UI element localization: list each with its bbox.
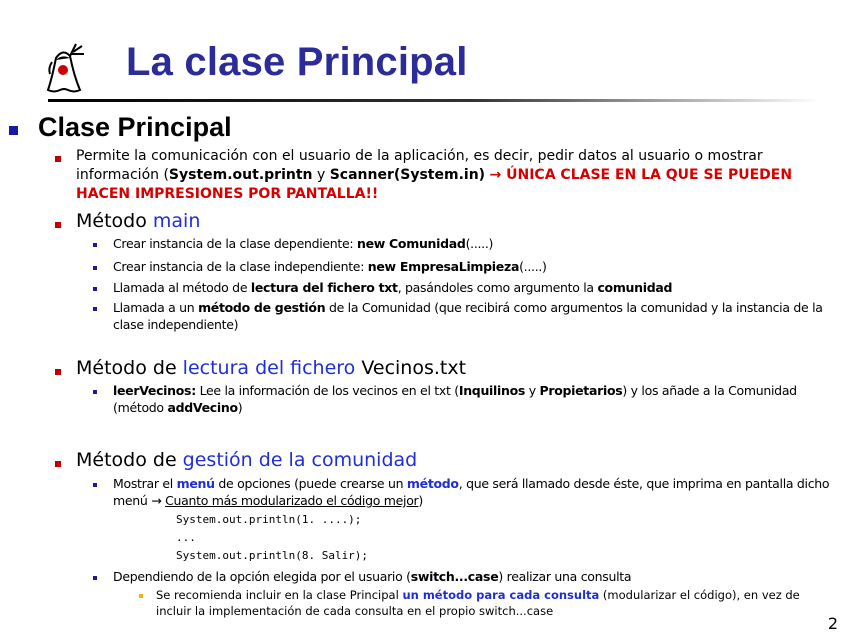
duke-mascot-icon xyxy=(40,38,88,94)
method-read-heading: Método de lectura del fichero Vecinos.txt xyxy=(76,357,467,379)
section-heading: Clase Principal xyxy=(38,112,232,142)
page-title: La clase Principal xyxy=(126,40,468,84)
list-item: Llamada al método de lectura del fichero txt, pasándoles como argumento la comunidad xyxy=(113,280,673,295)
bullet-square xyxy=(9,126,18,135)
list-item: Crear instancia de la clase dependiente: new Comunidad(.....) xyxy=(113,236,494,251)
bullet-square xyxy=(93,576,97,580)
list-item: Se recomienda incluir en la clase Principal un método para cada consulta (modularizar el código), en vez de incluir la implementación de cada consulta en el propio switch...case xyxy=(156,588,800,618)
list-item: Llamada a un método de gestión de la Comunidad (que recibirá como argumentos la comunidad y la instancia de la clase independiente) xyxy=(113,300,823,332)
list-item: leerVecinos: Lee la información de los vecinos en el txt (Inquilinos y Propietarios) y los añade a la Comunidad (método addVecino) xyxy=(113,383,797,415)
title-divider xyxy=(48,99,820,102)
method-main-heading: Método main xyxy=(76,210,201,232)
bullet-square xyxy=(93,483,97,487)
bullet-square xyxy=(93,390,97,394)
bullet-square-red xyxy=(55,461,61,467)
bullet-paragraph: Permite la comunicación con el usuario de la aplicación, es decir, pedir datos al usuario o mostrar información (System.out.printn y Scanner(System.in) → ÚNICA CLASE EN LA QUE SE PUEDEN HACEN IMPRESIONES POR PANTALLA!! xyxy=(76,148,793,202)
bullet-square-red xyxy=(55,156,61,162)
list-item: Mostrar el menú de opciones (puede crearse un método, que será llamado desde éste, que imprima en pantalla dicho menú → Cuanto más modularizado el código mejor) xyxy=(113,476,830,508)
list-item: Crear instancia de la clase independiente: new EmpresaLimpieza(.....) xyxy=(113,259,547,274)
list-item: Dependiendo de la opción elegida por el usuario (switch...case) realizar una consulta xyxy=(113,569,632,584)
bullet-square xyxy=(93,266,97,270)
code-line: ... xyxy=(176,531,196,544)
bullet-square-red xyxy=(55,369,61,375)
bullet-square-yellow xyxy=(139,594,143,598)
bullet-square-red xyxy=(55,222,61,228)
bullet-square xyxy=(93,243,97,247)
bullet-square xyxy=(93,287,97,291)
bullet-square xyxy=(93,307,97,311)
code-line: System.out.println(1. ....); xyxy=(176,513,362,526)
page-number: 2 xyxy=(827,614,838,633)
method-manage-heading: Método de gestión de la comunidad xyxy=(76,449,418,471)
code-line: System.out.println(8. Salir); xyxy=(176,549,369,562)
